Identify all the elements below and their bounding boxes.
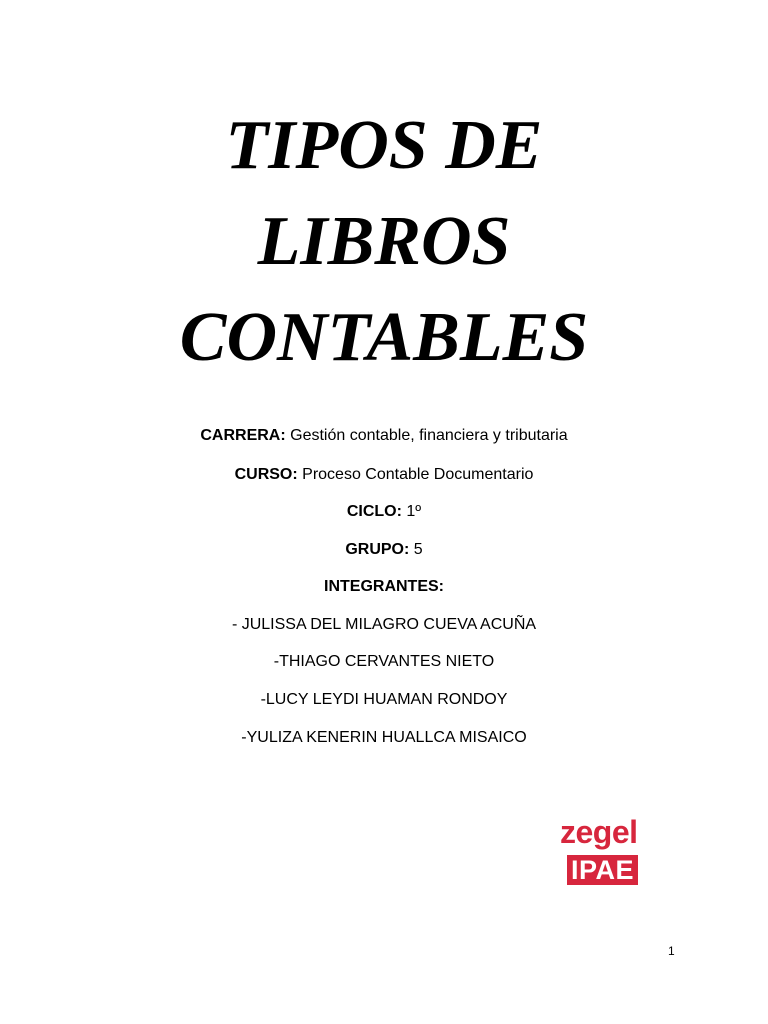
integrante-item: -THIAGO CERVANTES NIETO — [273, 653, 495, 670]
zegel-ipae-logo — [560, 814, 650, 885]
integrantes-label: INTEGRANTES: — [324, 578, 444, 595]
page-number: 1 — [668, 944, 675, 958]
carrera-label: CARRERA: — [200, 427, 286, 444]
curso-value: Proceso Contable Documentario — [302, 466, 534, 483]
carrera-value: Gestión contable, financiera y tributaria — [290, 427, 568, 444]
logo-zegel-text: zegel — [560, 814, 638, 850]
document-title — [0, 98, 768, 386]
ciclo-value: 1º — [406, 503, 422, 520]
title-line-1: TIPOS DE — [225, 107, 543, 184]
curso-line — [0, 465, 768, 485]
curso-label: CURSO: — [234, 466, 298, 483]
title-line-2: LIBROS — [257, 203, 511, 280]
grupo-value: 5 — [413, 541, 423, 558]
integrante-item: -LUCY LEYDI HUAMAN RONDOY — [260, 691, 508, 708]
integrante-item: - JULISSA DEL MILAGRO CUEVA ACUÑA — [231, 616, 537, 633]
integrante-item: -YULIZA KENERIN HUALLCA MISAICO — [241, 729, 527, 746]
integrantes-heading — [0, 577, 768, 597]
logo-ipae-text: IPAE — [567, 855, 638, 885]
title-line-3: CONTABLES — [179, 299, 589, 376]
grupo-label: GRUPO: — [345, 541, 410, 558]
ciclo-label: CICLO: — [346, 503, 402, 520]
ciclo-line — [0, 502, 768, 522]
carrera-line — [0, 426, 768, 446]
grupo-line — [0, 540, 768, 560]
